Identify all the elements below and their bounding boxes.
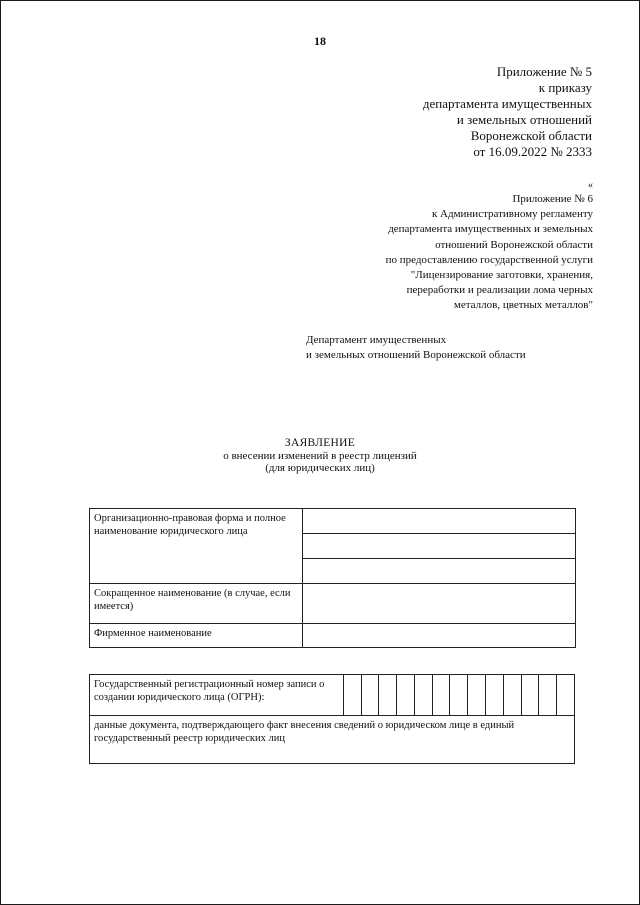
addressee-line: Департамент имущественных bbox=[306, 334, 447, 346]
document-title bbox=[0, 437, 640, 475]
full-name-input-cell-2[interactable] bbox=[303, 534, 576, 559]
opening-quote-mark: « bbox=[588, 180, 593, 191]
full-name-input-cell-1[interactable] bbox=[303, 509, 576, 534]
appendix-5-line: департамента имущественных bbox=[422, 96, 592, 111]
short-name-label: Сокращенное наименование (в случае, если имеется) bbox=[90, 584, 303, 624]
ogrn-digit-cell[interactable] bbox=[397, 675, 415, 716]
ogrn-digit-cell[interactable] bbox=[503, 675, 521, 716]
full-name-input-cell-3[interactable] bbox=[303, 559, 576, 584]
title-subtitle-note: (для юридических лиц) bbox=[265, 462, 375, 474]
appendix-5-line: Воронежской области bbox=[470, 128, 592, 143]
ogrn-digit-cell[interactable] bbox=[521, 675, 539, 716]
ogrn-label: Государственный регистрационный номер записи о создании юридического лица (ОГРН): bbox=[90, 675, 344, 716]
appendix-6-line: департамента имущественных и земельных bbox=[388, 223, 593, 236]
appendix-6-line: к Административному регламенту bbox=[431, 208, 593, 221]
brand-name-label: Фирменное наименование bbox=[90, 624, 303, 648]
appendix-6-block bbox=[386, 180, 593, 314]
ogrn-digit-cell[interactable] bbox=[486, 675, 504, 716]
ogrn-digit-cell[interactable] bbox=[414, 675, 432, 716]
ogrn-digit-cell[interactable] bbox=[468, 675, 486, 716]
addressee-line: и земельных отношений Воронежской области bbox=[306, 349, 526, 361]
ogrn-digit-cell[interactable] bbox=[379, 675, 397, 716]
appendix-5-line: Приложение № 5 bbox=[496, 64, 592, 79]
appendix-6-line: по предоставлению государственной услуги bbox=[385, 253, 593, 266]
ogrn-digit-cell[interactable] bbox=[343, 675, 361, 716]
appendix-5-line: от 16.09.2022 № 2333 bbox=[473, 144, 592, 159]
addressee-block bbox=[306, 333, 526, 363]
title-subtitle: о внесении изменений в реестр лицензий bbox=[223, 449, 417, 462]
ogrn-digit-cell[interactable] bbox=[361, 675, 379, 716]
registration-table bbox=[89, 674, 575, 764]
organization-names-table bbox=[89, 508, 576, 648]
appendix-6-line: отношений Воронежской области bbox=[435, 238, 593, 251]
appendix-6-line: переработки и реализации лома черных bbox=[406, 284, 593, 297]
ogrn-digit-cell[interactable] bbox=[450, 675, 468, 716]
page-number: 18 bbox=[314, 34, 326, 48]
ogrn-digit-cell[interactable] bbox=[557, 675, 575, 716]
appendix-6-line: Приложение № 6 bbox=[512, 193, 593, 205]
ogrn-digit-cell[interactable] bbox=[432, 675, 450, 716]
appendix-5-line: и земельных отношений bbox=[456, 112, 592, 127]
short-name-input-cell[interactable] bbox=[303, 584, 576, 624]
appendix-6-line: "Лицензирование заготовки, хранения, bbox=[410, 269, 593, 282]
ogrn-digit-cell[interactable] bbox=[539, 675, 557, 716]
appendix-5-block bbox=[423, 64, 592, 160]
brand-name-input-cell[interactable] bbox=[303, 624, 576, 648]
full-name-label: Организационно-правовая форма и полное наименование юридического лица bbox=[90, 509, 303, 584]
appendix-5-line: к приказу bbox=[538, 80, 592, 95]
title-heading: ЗАЯВЛЕНИЕ bbox=[284, 437, 356, 449]
egrul-document-field[interactable]: данные документа, подтверждающего факт внесения сведений о юридическом лице в единый государственный реестр юридических лиц bbox=[90, 716, 575, 764]
appendix-6-line: металлов, цветных металлов" bbox=[453, 299, 593, 312]
